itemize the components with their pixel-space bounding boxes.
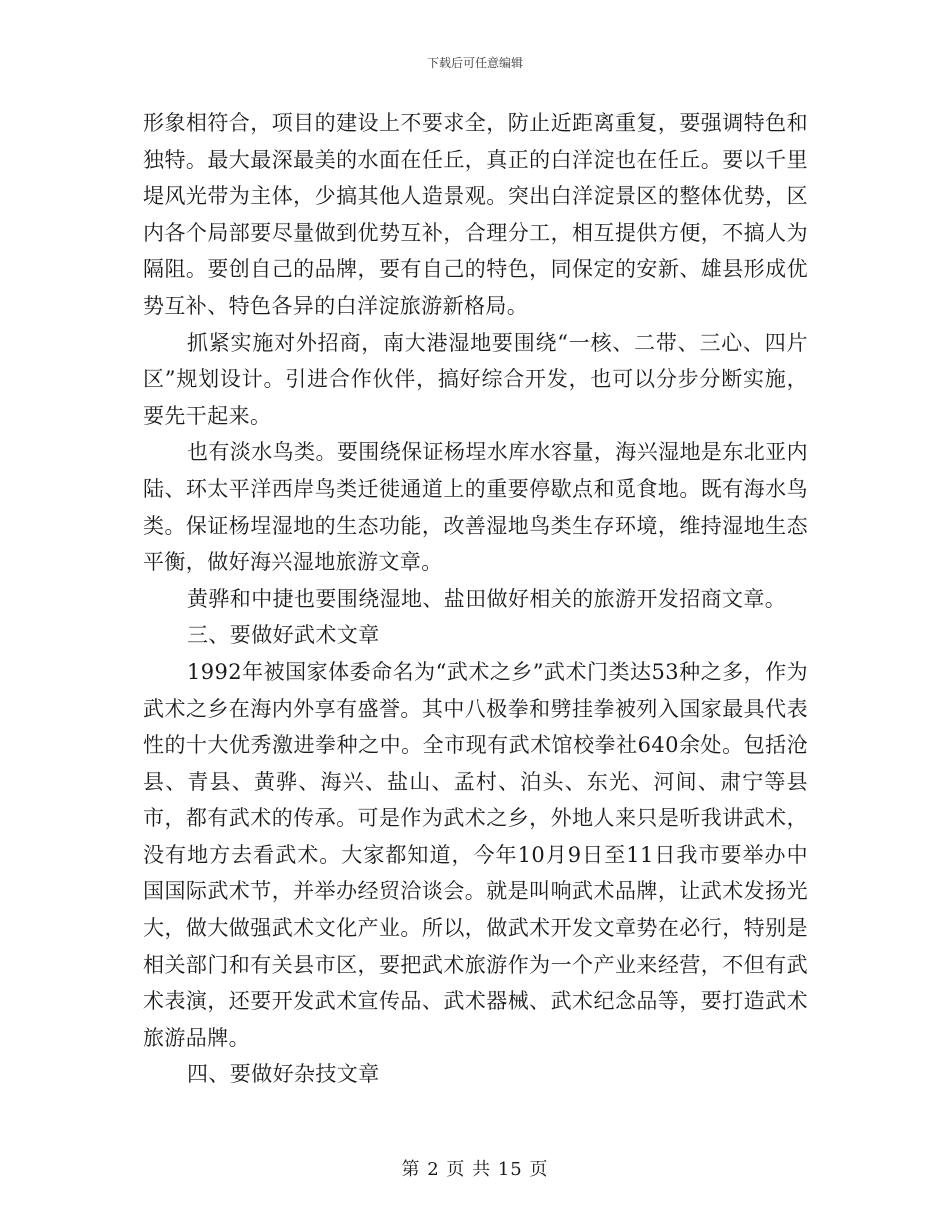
document-body (143, 105, 808, 1093)
section-heading-acrobatics: 四、要做好杂技文章 (187, 1062, 380, 1087)
paragraph-scenic-features: 形象相符合，项目的建设上不要求全，防止近距离重复，要强调特色和独特。最大最深最美的水面在任丘，真正的白洋淀也在任丘。要以千里堤风光带为主体，少搞其他人造景观。突出白洋淀景区的整体优势，区内各个局部要尽量做到优势互补，合理分工，相互提供方便，不搞人为隔阻。要创自己的品牌，要有自己的特色，同保定的安新、雄县形成优势互补、特色各异的白洋淀旅游新格局。 (143, 111, 808, 318)
paragraph-huanghua-zhongjie: 黄骅和中捷也要围绕湿地、盐田做好相关的旅游开发招商文章。 (187, 586, 787, 611)
paragraph-haixing-wetland: 也有淡水鸟类。要围绕保证杨埕水库水容量，海兴湿地是东北亚内陆、环太平洋西岸鸟类迁徙通道上的重要停歇点和觅食地。既有海水鸟类。保证杨埕湿地的生态功能，改善湿地鸟类生存环境，维持湿地生态平衡，做好海兴湿地旅游文章。 (143, 440, 808, 575)
paragraph-martial-arts: 1992年被国家体委命名为“武术之乡”武术门类达53种之多，作为武术之乡在海内外享有盛誉。其中八极拳和劈挂拳被列入国家最具代表性的十大优秀激进拳种之中。全市现有武术馆校拳社640余处。包括沧县、青县、黄骅、海兴、盐山、孟村、泊头、东光、河间、肃宁等县市，都有武术的传承。可是作为武术之乡，外地人来只是听我讲武术，没有地方去看武术。大家都知道，今年10月9日至11日我市要举办中国国际武术节，并举办经贸洽谈会。就是叫响武术品牌，让武术发扬光大，做大做强武术文化产业。所以，做武术开发文章势在必行，特别是相关部门和有关县市区，要把武术旅游作为一个产业来经营，不但有武术表演，还要开发武术宣传品、武术器械、武术纪念品等，要打造武术旅游品牌。 (143, 659, 808, 1050)
header-note: 下载后可任意编辑 (426, 56, 523, 70)
page-number: 第 2 页 共 15 页 (401, 1159, 549, 1180)
section-heading-martial-arts: 三、要做好武术文章 (187, 623, 380, 648)
paragraph-nandagang-wetland: 抓紧实施对外招商，南大港湿地要围绕“一核、二带、三心、四片区”规划设计。引进合作伙伴，搞好综合开发，也可以分步分断实施，要先干起来。 (143, 330, 808, 428)
